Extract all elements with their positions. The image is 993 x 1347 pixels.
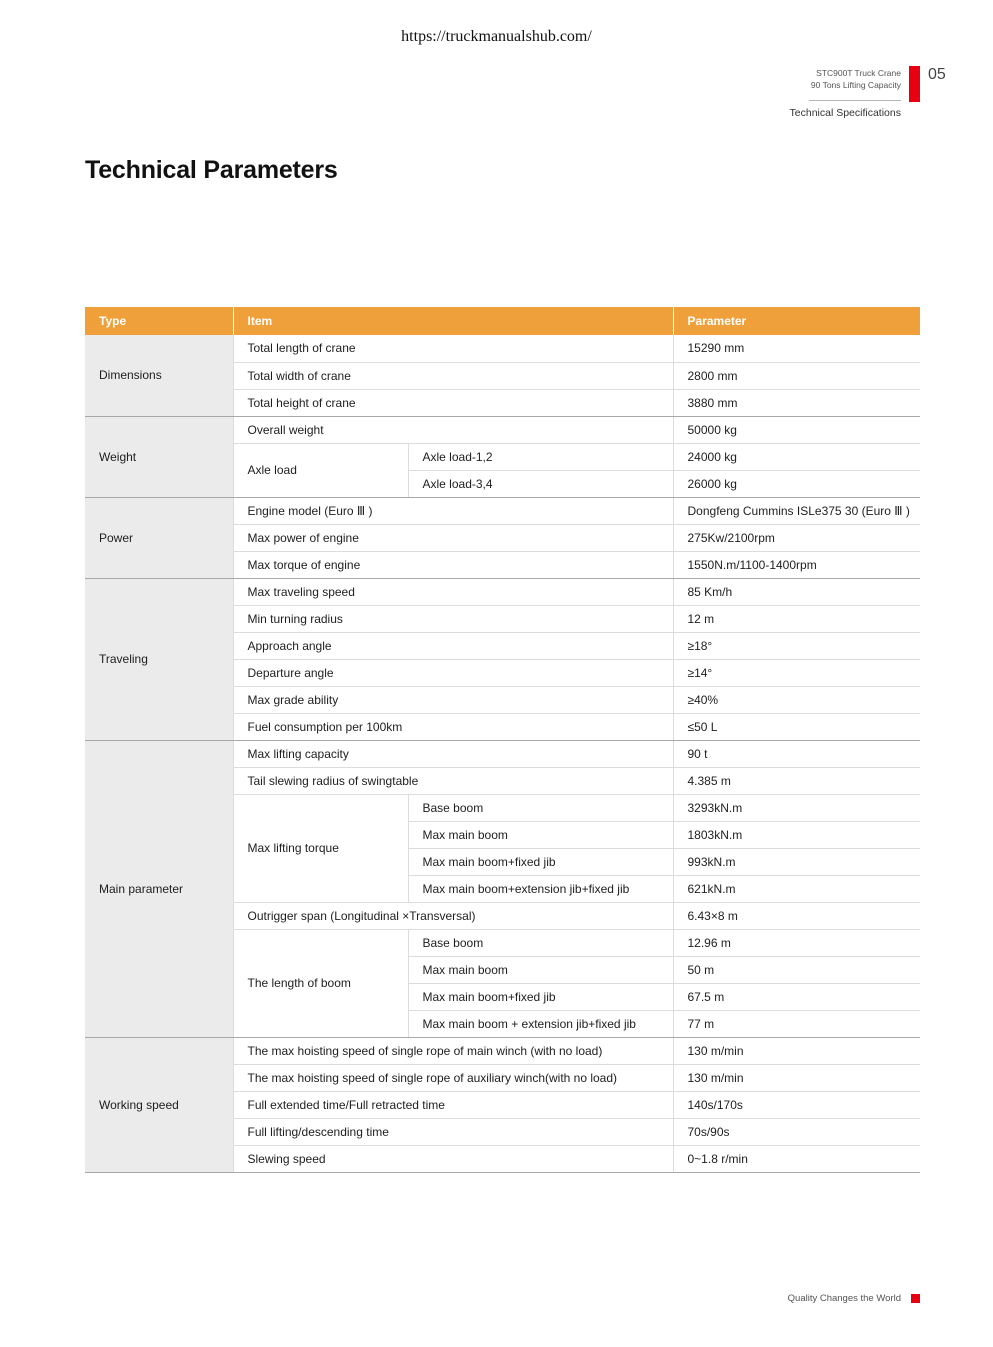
subitem-cell: Base boom — [408, 794, 673, 821]
table-row — [85, 1037, 920, 1064]
item-cell: The max hoisting speed of single rope of auxiliary winch(with no load) — [233, 1064, 673, 1091]
table-row — [85, 740, 920, 767]
header-capacity: 90 Tons Lifting Capacity — [810, 80, 901, 90]
item-cell: Max lifting capacity — [233, 740, 673, 767]
value-cell: 85 Km/h — [673, 578, 920, 605]
subitem-cell: Max main boom+extension jib+fixed jib — [408, 875, 673, 902]
header-divider — [809, 100, 901, 101]
item-cell: Total length of crane — [233, 335, 673, 362]
value-cell: 275Kw/2100rpm — [673, 524, 920, 551]
subitem-cell: Max main boom+fixed jib — [408, 983, 673, 1010]
header-section: Technical Specifications — [789, 107, 901, 119]
value-cell: 90 t — [673, 740, 920, 767]
type-power: Power — [85, 497, 233, 578]
item-cell: Tail slewing radius of swingtable — [233, 767, 673, 794]
type-working-speed: Working speed — [85, 1037, 233, 1172]
subitem-cell: Axle load-1,2 — [408, 443, 673, 470]
item-cell: Overall weight — [233, 416, 673, 443]
type-weight: Weight — [85, 416, 233, 497]
value-cell: ≥18° — [673, 632, 920, 659]
item-cell: Full lifting/descending time — [233, 1118, 673, 1145]
type-main-parameter: Main parameter — [85, 740, 233, 1037]
value-cell: 12 m — [673, 605, 920, 632]
type-dimensions: Dimensions — [85, 335, 233, 416]
table-row — [85, 335, 920, 362]
header-accent-bar — [909, 66, 920, 102]
value-cell: 24000 kg — [673, 443, 920, 470]
value-cell: 130 m/min — [673, 1064, 920, 1091]
header-parameter: Parameter — [673, 307, 920, 335]
type-traveling: Traveling — [85, 578, 233, 740]
header-item: Item — [233, 307, 673, 335]
value-cell: ≥14° — [673, 659, 920, 686]
header-type: Type — [85, 307, 233, 335]
item-cell: Full extended time/Full retracted time — [233, 1091, 673, 1118]
table-row — [85, 497, 920, 524]
value-cell: ≥40% — [673, 686, 920, 713]
item-cell: Max grade ability — [233, 686, 673, 713]
value-cell: 140s/170s — [673, 1091, 920, 1118]
value-cell: 130 m/min — [673, 1037, 920, 1064]
value-cell: ≤50 L — [673, 713, 920, 740]
value-cell: 1550N.m/1100-1400rpm — [673, 551, 920, 578]
value-cell: Dongfeng Cummins ISLe375 30 (Euro Ⅲ ) — [673, 497, 920, 524]
source-url[interactable]: https://truckmanualshub.com/ — [401, 28, 592, 45]
subitem-cell: Max main boom + extension jib+fixed jib — [408, 1010, 673, 1037]
value-cell: 26000 kg — [673, 470, 920, 497]
table-header-row — [85, 307, 920, 335]
table-row — [85, 578, 920, 605]
value-cell: 77 m — [673, 1010, 920, 1037]
value-cell: 3880 mm — [673, 389, 920, 416]
item-cell: Total height of crane — [233, 389, 673, 416]
value-cell: 1803kN.m — [673, 821, 920, 848]
page-title: Technical Parameters — [85, 156, 338, 184]
value-cell: 4.385 m — [673, 767, 920, 794]
item-cell: The length of boom — [233, 929, 408, 1037]
item-cell: Slewing speed — [233, 1145, 673, 1172]
item-cell: Approach angle — [233, 632, 673, 659]
subitem-cell: Axle load-3,4 — [408, 470, 673, 497]
item-cell: Axle load — [233, 443, 408, 497]
value-cell: 70s/90s — [673, 1118, 920, 1145]
value-cell: 67.5 m — [673, 983, 920, 1010]
subitem-cell: Max main boom+fixed jib — [408, 848, 673, 875]
value-cell: 0~1.8 r/min — [673, 1145, 920, 1172]
value-cell: 2800 mm — [673, 362, 920, 389]
page-number: 05 — [928, 66, 946, 83]
item-cell: Max lifting torque — [233, 794, 408, 902]
value-cell: 6.43×8 m — [673, 902, 920, 929]
header-model: STC900T Truck Crane — [816, 68, 901, 78]
footer-slogan: Quality Changes the World — [787, 1293, 901, 1304]
item-cell: Fuel consumption per 100km — [233, 713, 673, 740]
value-cell: 621kN.m — [673, 875, 920, 902]
value-cell: 15290 mm — [673, 335, 920, 362]
item-cell: Departure angle — [233, 659, 673, 686]
item-cell: Min turning radius — [233, 605, 673, 632]
item-cell: Outrigger span (Longitudinal ×Transversal) — [233, 902, 673, 929]
subitem-cell: Max main boom — [408, 821, 673, 848]
item-cell: Total width of crane — [233, 362, 673, 389]
footer-accent-square — [911, 1294, 920, 1303]
item-cell: The max hoisting speed of single rope of main winch (with no load) — [233, 1037, 673, 1064]
subitem-cell: Max main boom — [408, 956, 673, 983]
value-cell: 3293kN.m — [673, 794, 920, 821]
item-cell: Engine model (Euro Ⅲ ) — [233, 497, 673, 524]
table-row — [85, 416, 920, 443]
value-cell: 12.96 m — [673, 929, 920, 956]
value-cell: 50 m — [673, 956, 920, 983]
item-cell: Max power of engine — [233, 524, 673, 551]
item-cell: Max traveling speed — [233, 578, 673, 605]
spec-table — [85, 307, 920, 1173]
item-cell: Max torque of engine — [233, 551, 673, 578]
subitem-cell: Base boom — [408, 929, 673, 956]
value-cell: 50000 kg — [673, 416, 920, 443]
value-cell: 993kN.m — [673, 848, 920, 875]
